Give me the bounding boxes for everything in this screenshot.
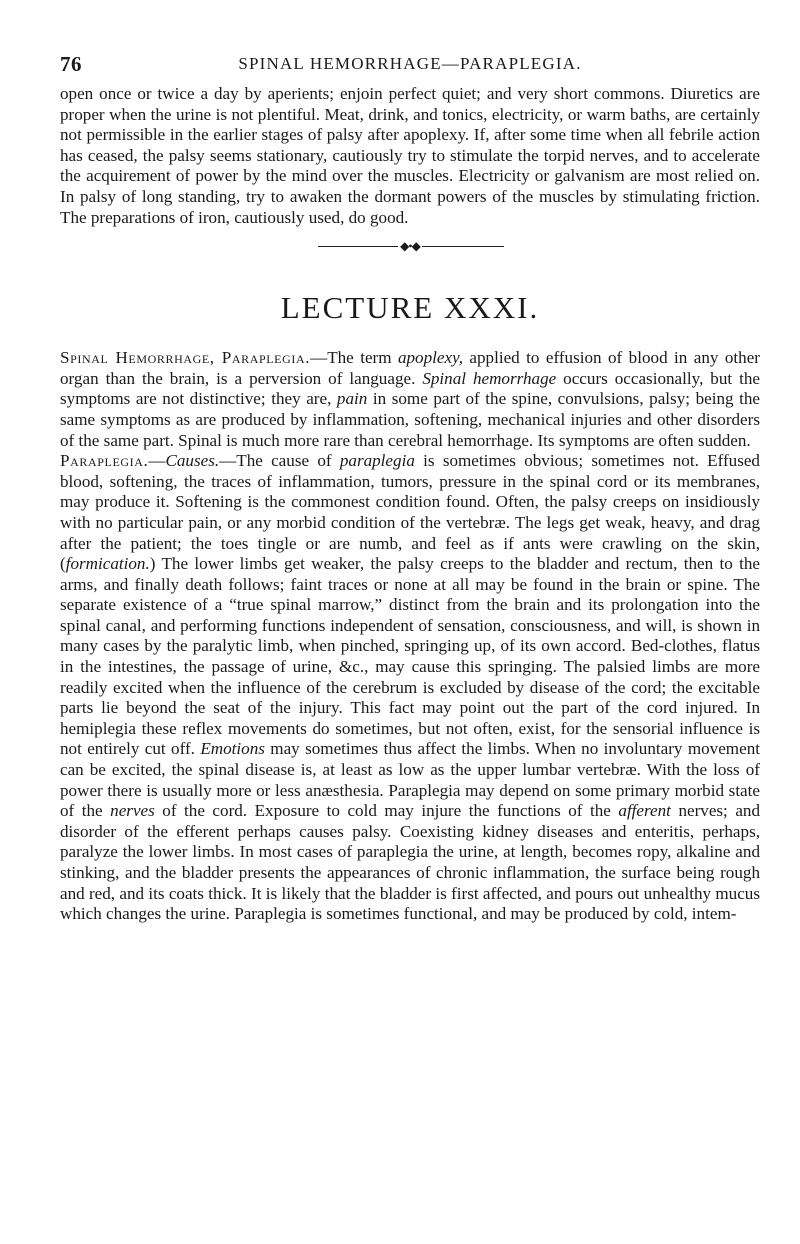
paraplegia-text-6: nerves; and disorder of the efferent perhaps causes palsy. Coexisting kidney diseases and enteritis, perhaps, paralyze the lower limbs. In most cases of paraplegia the urine, at length, becomes ropy, alkaline and stinking, and the bladder presents the appearances of chronic inflammation, the surface being rough and red, and its coats thick. It is likely that the bladder is first affected, and pours out unhealthy mucus which changes the urine. Paraplegia is sometimes functional, and may be produced by cold, intem-: [60, 801, 760, 924]
divider-ornament: [60, 239, 760, 253]
paraplegia-em-paraplegia: paraplegia: [339, 451, 415, 471]
spinal-text-3: occurs occasionally, but the symptoms are not distinctive; they are,: [60, 368, 760, 409]
spinal-hemorrhage-paragraph: [60, 348, 760, 451]
section-divider: [60, 236, 760, 258]
paraplegia-text-4: may sometimes thus affect the limbs. When no involuntary movement can be excited, the spinal disease is, at least as low as the upper lumbar vertebræ. With the loss of power there is usually more or less anæsthesia. Paraplegia may depend on some primary morbid state of the: [60, 739, 760, 821]
spinal-em-pain: pain: [336, 389, 368, 409]
paraplegia-paragraph: [60, 451, 760, 925]
lecture-title: LECTURE XXXI.: [280, 290, 540, 326]
divider-ornament-glyph: ◆•◆: [400, 239, 420, 254]
spinal-text-2: applied to effusion of blood in any other organ than the brain, is a perversion of language.: [60, 348, 760, 388]
running-head: [60, 52, 760, 82]
page-number: 76: [60, 52, 82, 76]
spinal-em-apoplexy: apoplexy,: [397, 348, 463, 368]
spinal-text-4: in some part of the spine, convulsions, palsy; being the same symptoms as are produced by inflammation, softening, mechanical injuries and other disorders of the same part. Spinal is much more rare than cerebral hemorrhage. Its symptoms are often sudden.: [60, 389, 760, 450]
paraplegia-text-1: —The cause of: [219, 451, 340, 471]
paraplegia-text-3: ) The lower limbs get weaker, the palsy creeps to the bladder and rectum, then to the arms, and finally death follows; faint traces or none at all may be found in the brain or spine. The separate existence of a “true spinal marrow,” distinct from the brain and its prolongation into the spinal canal, and performing functions independent of sensation, consciousness, and will, is shown in many cases by the paralytic limb, when pinched, springing up, of its own accord. Bed-clothes, flatus in the intestines, the passage of urine, &c., may cause this springing. The palsied limbs are more readily excited when the influence of the cerebrum is excluded by disease of the cord; the excitable parts lie beyond the seat of the injury. This fact may point out the part of the cord injured. In hemiplegia these reflex movements do sometimes, but not often, exist, for the sensorial influence is not entirely cut off.: [60, 554, 760, 759]
paraplegia-em-afferent: afferent: [618, 801, 671, 821]
paraplegia-subheading-causes: Causes.: [165, 451, 220, 471]
spinal-em-spinal-hemorrhage: Spinal hemorrhage: [422, 368, 557, 388]
paraplegia-heading: Paraplegia.: [60, 451, 149, 471]
opening-paragraph: open once or twice a day by aperients; enjoin perfect quiet; and very short commons. Diuretics are proper when the urine is not plentiful. Meat, drink, and tonics, electricity, or warm baths, are certainly not permissible in the earlier stages of palsy after apoplexy. If, after some time when all febrile action has ceased, the palsy seems stationary, cautiously try to stimulate the torpid nerves, and to accelerate the acquirement of power by the mind over the muscles. Electricity or galvanism are most relied on. In palsy of long standing, try to awaken the dormant powers of the muscles by stimulating friction. The preparations of iron, cautiously used, do good.: [60, 84, 760, 227]
paraplegia-em-nerves: nerves: [110, 801, 155, 821]
paraplegia-text-2: is sometimes obvious; sometimes not. Effused blood, softening, the traces of inflammation, tumors, pressure in the spinal cord or its membranes, may produce it. Softening is the commonest condition found. Often, the palsy creeps on insidiously with no particular pain, or any morbid condition of the vertebræ. The legs get weak, heavy, and drag after the patient; the toes tingle or are numb, and feel as if ants were crawling on the skin, (: [60, 451, 760, 574]
paraplegia-em-emotions: Emotions: [200, 739, 265, 759]
running-title: SPINAL HEMORRHAGE—PARAPLEGIA.: [238, 54, 582, 73]
paraplegia-dash: —: [148, 451, 166, 471]
paraplegia-text-5: of the cord. Exposure to cold may injure the functions of the: [154, 801, 619, 821]
paraplegia-em-formication: formication.: [65, 554, 150, 574]
book-page: [60, 52, 760, 925]
spinal-text-1: —The term: [310, 348, 398, 368]
spinal-hemorrhage-heading: Spinal Hemorrhage, Paraplegia.: [60, 348, 311, 368]
